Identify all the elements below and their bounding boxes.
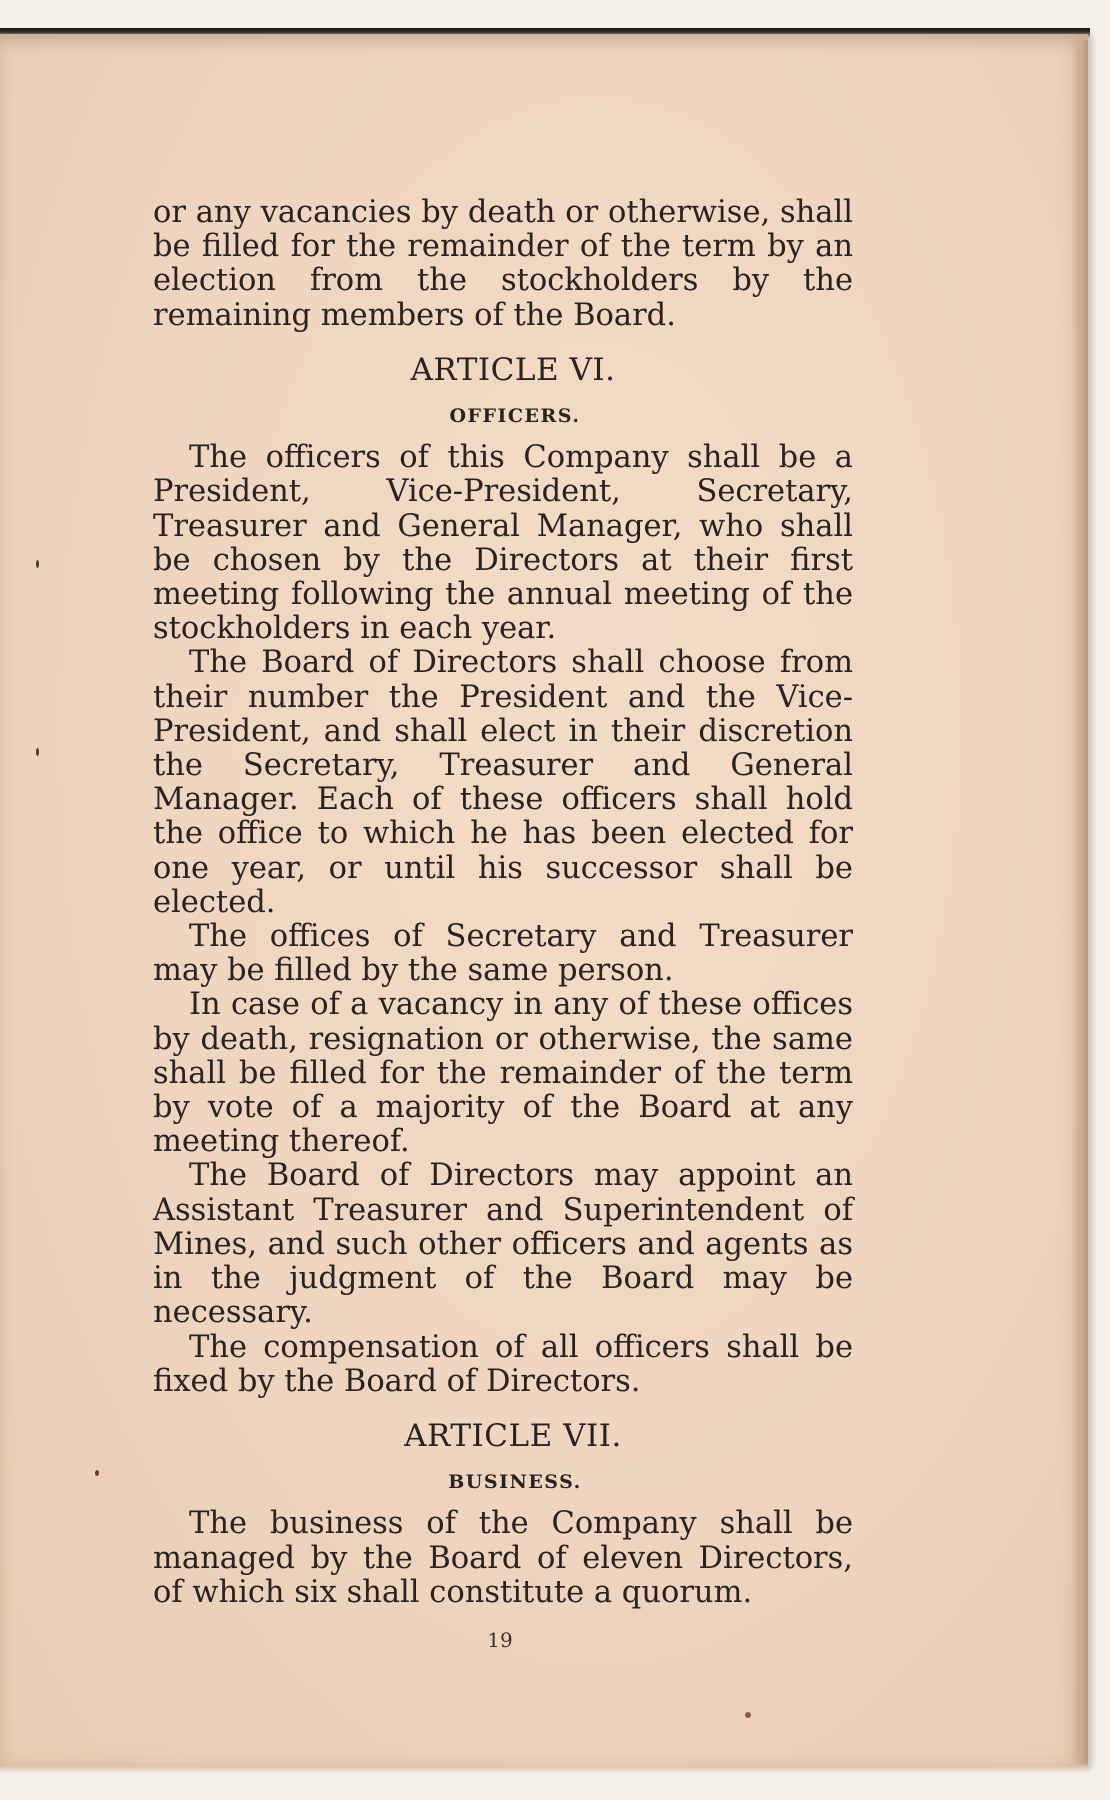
paragraph: The offices of Secretary and Treasurer may be filled by the same person. [153, 919, 853, 989]
paper-speck [36, 560, 39, 568]
page-text [153, 196, 853, 1610]
paper-speck [95, 1470, 99, 1476]
article-6-heading: ARTICLE VI. [410, 351, 616, 388]
paragraph: The business of the Company shall be managed by the Board of eleven Directors, of which six shall constitute a quorum. [153, 1506, 853, 1610]
paragraph: The officers of this Company shall be a President, Vice-President, Secretary, Treasurer and General Manager, who shall be chosen by the Directors at their first meeting following the annual meeting of the stockholders in each year. [153, 440, 853, 647]
article-6-subheading: OFFICERS. [449, 405, 581, 428]
paper-speck [36, 748, 39, 756]
page-edge [1072, 40, 1088, 1764]
article-7-subheading: BUSINESS. [448, 1471, 582, 1494]
page-number: 19 [487, 1628, 513, 1652]
paragraph: The Board of Directors may appoint an Assistant Treasurer and Superintendent of Mines, and such other officers and agents as in the judgment of the Board may be necessary. [153, 1158, 853, 1331]
page-bottom-edge [0, 1766, 1090, 1772]
paragraph: In case of a vacancy in any of these offices by death, resignation or otherwise, the same shall be filled for the remainder of the term by vote of a majority of the Board at any meeting thereof. [153, 987, 853, 1160]
paper-speck [745, 1712, 751, 1718]
paragraph-continuation: or any vacancies by death or otherwise, shall be filled for the remainder of the term by an election from the stockholders by the remaining members of the Board. [153, 195, 853, 333]
article-7-heading: ARTICLE VII. [404, 1417, 622, 1454]
paragraph: The Board of Directors shall choose from their number the President and the Vice-President, and shall elect in their discretion the Secretary, Treasurer and General Manager. Each of these officers shall hold the office to which he has been elected for one year, or until his successor shall be elected. [153, 645, 853, 920]
paragraph: The compensation of all officers shall be fixed by the Board of Directors. [153, 1329, 853, 1399]
